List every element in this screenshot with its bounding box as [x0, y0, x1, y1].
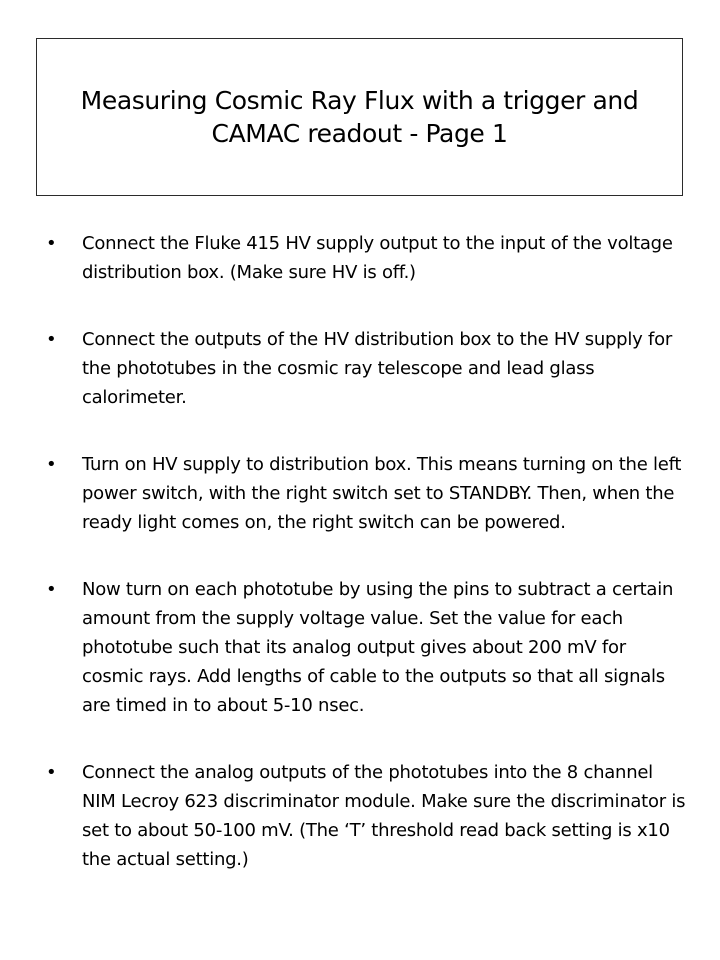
list-item	[0, 575, 720, 720]
list-item	[0, 325, 720, 412]
list-item	[0, 758, 720, 874]
bullet-text: Turn on HV supply to distribution box. This means turning on the left power switch, with the right switch set to STANDBY. Then, when the ready light comes on, the right switch can be powered.	[82, 454, 682, 533]
title-box	[36, 38, 683, 196]
bullet-icon: •	[46, 762, 57, 783]
bullet-text: Now turn on each phototube by using the pins to subtract a certain amount from the supply voltage value. Set the value for each phototube such that its analog output gives about 200 mV for cosmic rays. Add lengths of cable to the outputs so that all signals are timed in to about 5-10 nsec.	[82, 579, 674, 716]
bullet-text: Connect the Fluke 415 HV supply output to the input of the voltage distribution box. (Make sure HV is off.)	[82, 233, 673, 283]
list-item	[0, 229, 720, 287]
bullet-icon: •	[46, 329, 57, 350]
bullet-icon: •	[46, 579, 57, 600]
list-item	[0, 450, 720, 537]
bullet-text: Connect the analog outputs of the phototubes into the 8 channel NIM Lecroy 623 discriminator module. Make sure the discriminator is set to about 50-100 mV. (The ‘T’ threshold read back setting is x10 the actual setting.)	[82, 762, 686, 870]
slide-title: Measuring Cosmic Ray Flux with a trigger and CAMAC readout - Page 1	[80, 86, 639, 148]
bullet-icon: •	[46, 454, 57, 475]
bullet-text: Connect the outputs of the HV distribution box to the HV supply for the phototubes in the cosmic ray telescope and lead glass calorimeter.	[82, 329, 672, 408]
bullet-icon: •	[46, 233, 57, 254]
bullet-list	[0, 229, 720, 912]
